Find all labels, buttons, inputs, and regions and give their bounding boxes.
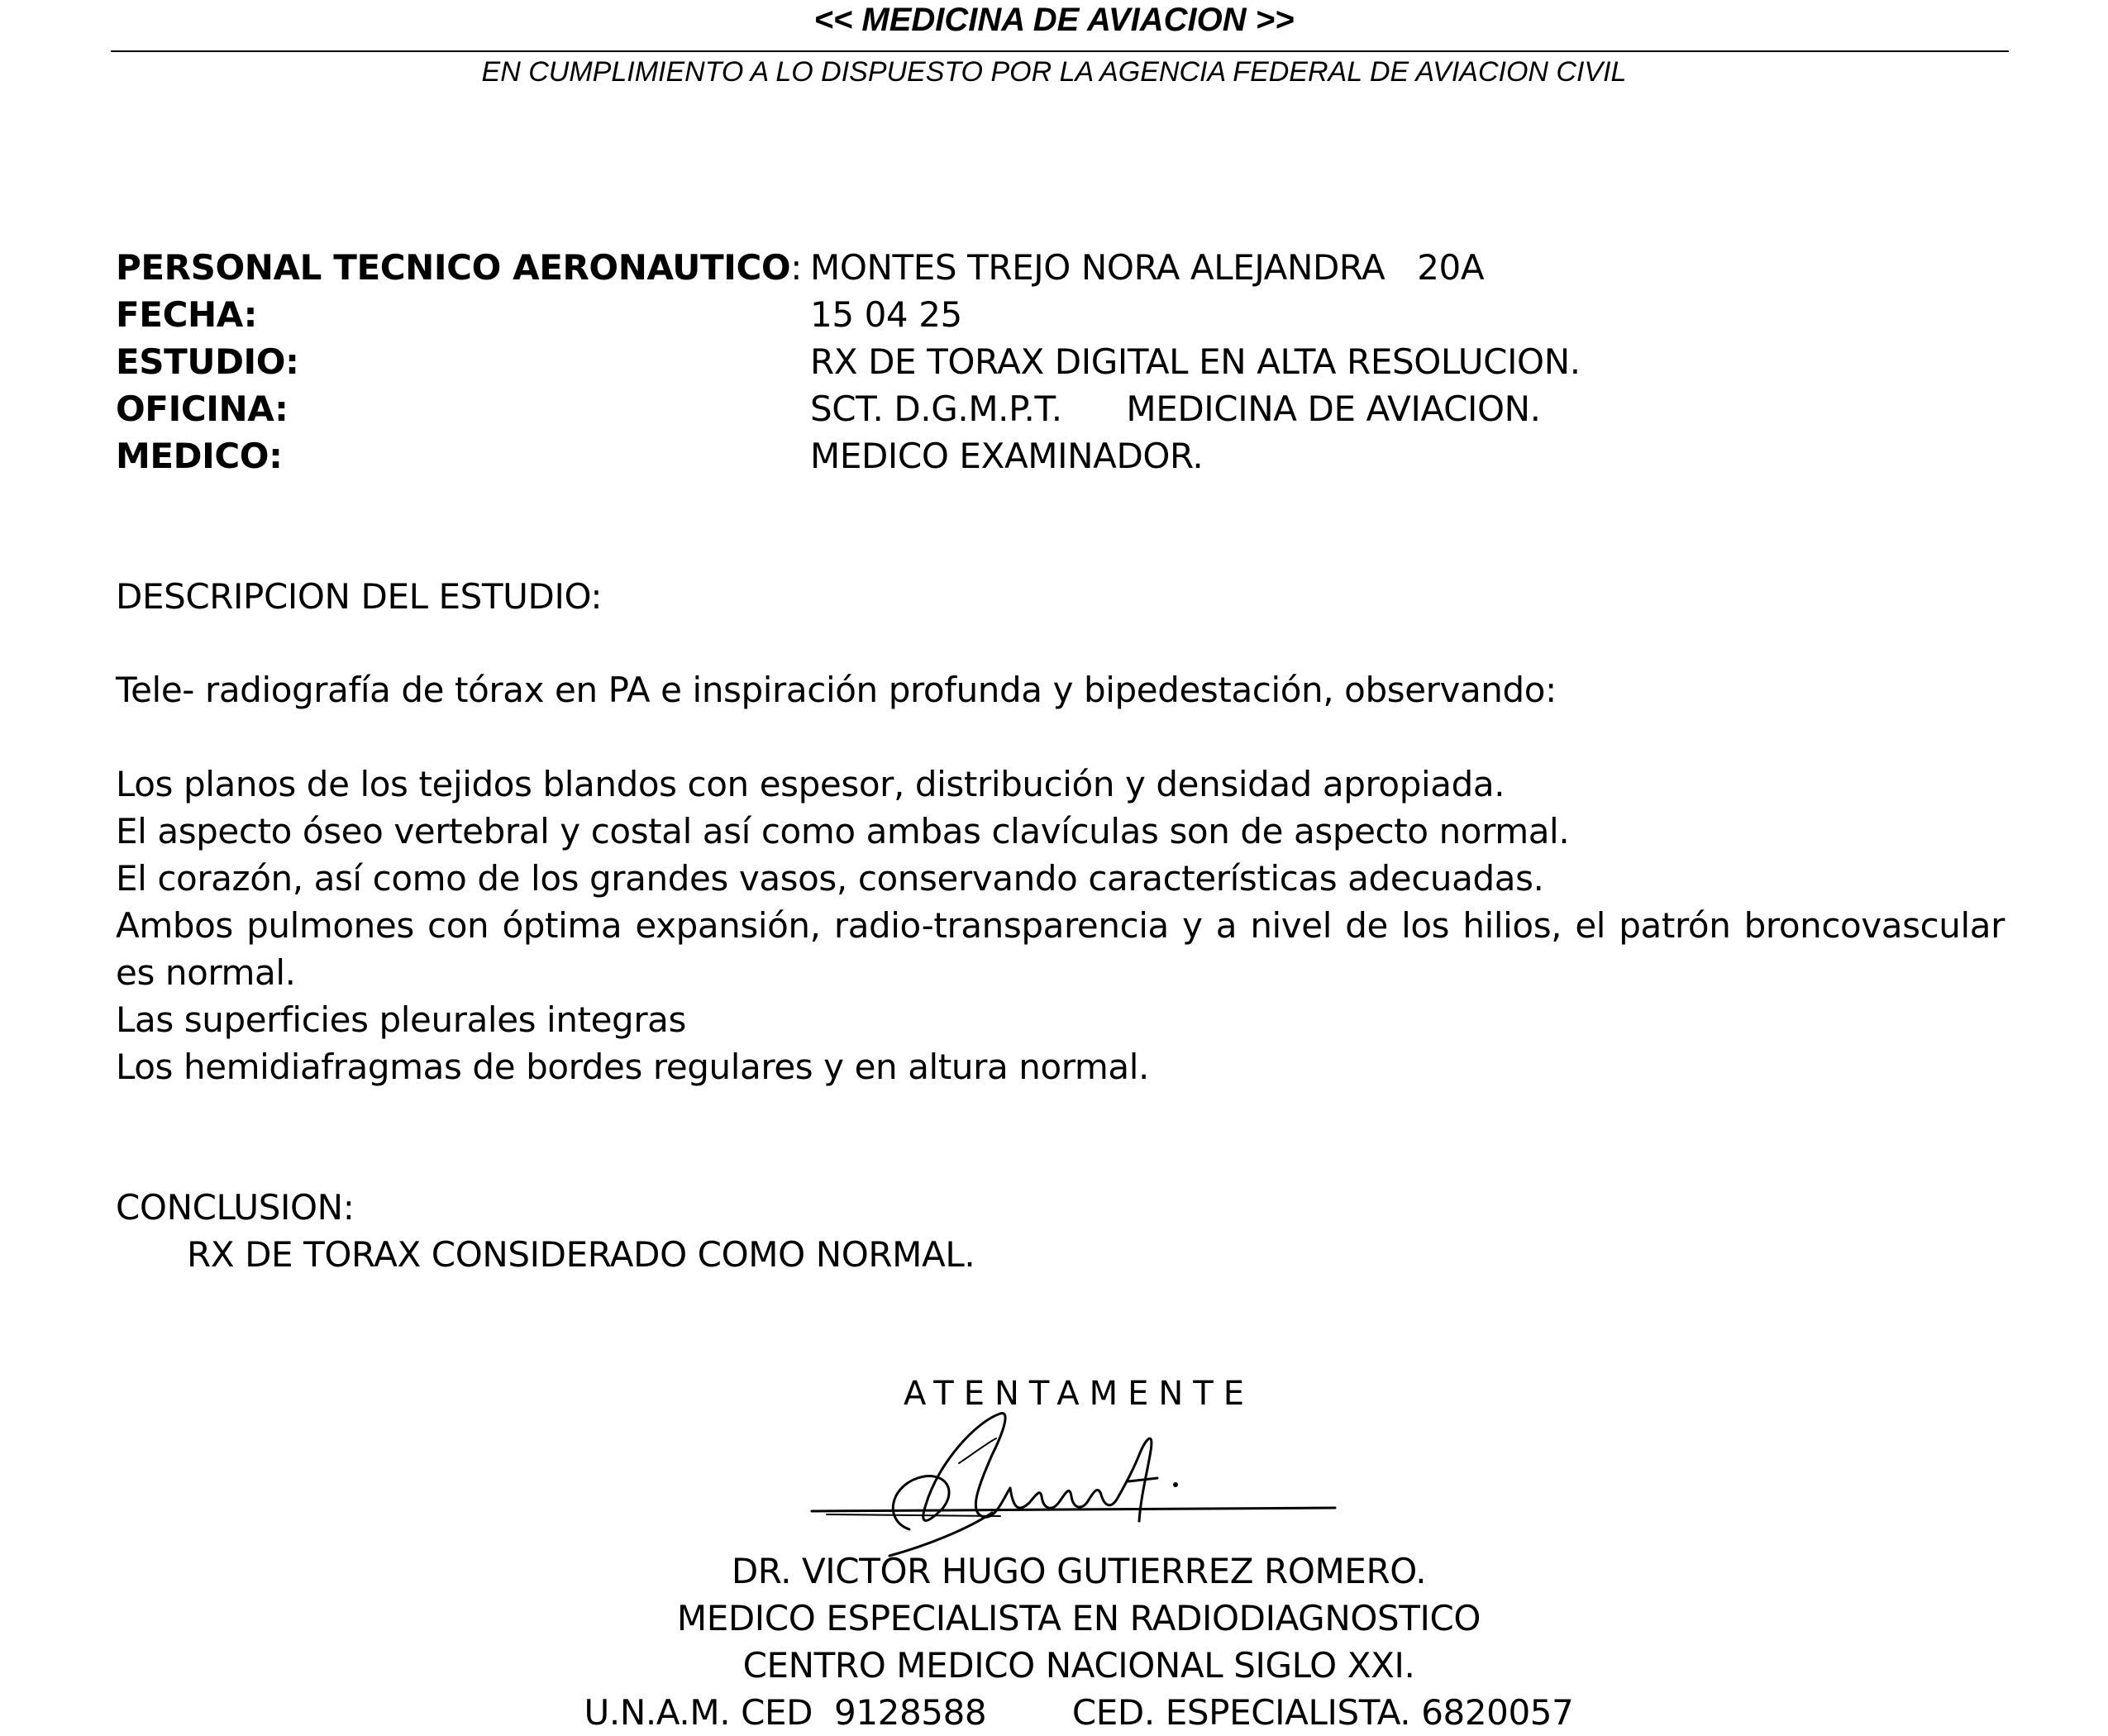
finding-soft-tissue: Los planos de los tejidos blandos con espesor, distribución y densidad apropiada. (116, 764, 1505, 804)
field-label-medico: MEDICO: (116, 436, 283, 476)
finding-bones: El aspecto óseo vertebral y costal así como ambas clavículas son de aspecto normal. (116, 811, 1570, 851)
signer-credentials: U.N.A.M. CED 9128588 CED. ESPECIALISTA. 6820057 (584, 1692, 1574, 1733)
field-label-estudio: ESTUDIO: (116, 341, 299, 382)
description-intro: Tele- radiografía de tórax en PA e inspiración profunda y bipedestación, observando: (116, 670, 1557, 710)
finding-pleura: Las superficies pleurales integras (116, 999, 687, 1040)
conclusion-text: RX DE TORAX CONSIDERADO COMO NORMAL. (187, 1234, 975, 1275)
header-divider (111, 50, 2009, 52)
finding-diaphragm: Los hemidiafragmas de bordes regulares y en altura normal. (116, 1047, 1149, 1087)
document-subtitle: EN CUMPLIMIENTO A LO DISPUESTO POR LA AGENCIA FEDERAL DE AVIACION CIVIL (481, 56, 1627, 88)
field-value-medico: MEDICO EXAMINADOR. (810, 436, 1204, 476)
finding-lungs: Ambos pulmones con óptima expansión, radio-transparencia y a nivel de los hilios, el patrón broncovascular es normal. (116, 905, 2005, 993)
conclusion-heading: CONCLUSION: (116, 1187, 355, 1228)
signer-name: DR. VICTOR HUGO GUTIERREZ ROMERO. (731, 1551, 1427, 1591)
closing-text: ATENTAMENTE (904, 1375, 1254, 1413)
field-row-oficina (0, 385, 2108, 432)
signer-title: MEDICO ESPECIALISTA EN RADIODIAGNOSTICO (676, 1598, 1481, 1638)
field-label-personal: PERSONAL TECNICO AERONAUTICO: (116, 247, 802, 288)
field-value-personal: MONTES TREJO NORA ALEJANDRA 20A (810, 247, 1485, 288)
field-value-estudio: RX DE TORAX DIGITAL EN ALTA RESOLUCION. (810, 341, 1581, 382)
field-row-medico (0, 432, 2108, 479)
field-row-estudio (0, 338, 2108, 385)
description-heading: DESCRIPCION DEL ESTUDIO: (116, 576, 603, 617)
field-label-oficina: OFICINA: (116, 389, 289, 429)
field-value-fecha: 15 04 25 (810, 294, 962, 335)
field-row-fecha (0, 291, 2108, 338)
finding-heart: El corazón, así como de los grandes vasos, conservando características adecuadas. (116, 858, 1544, 899)
signer-institution: CENTRO MEDICO NACIONAL SIGLO XXI. (742, 1645, 1415, 1686)
document-title: << MEDICINA DE AVIACION >> (813, 2, 1295, 38)
field-row-personal (0, 244, 2108, 291)
field-value-oficina: SCT. D.G.M.P.T. MEDICINA DE AVIACION. (810, 389, 1541, 429)
field-label-fecha: FECHA: (116, 294, 258, 335)
